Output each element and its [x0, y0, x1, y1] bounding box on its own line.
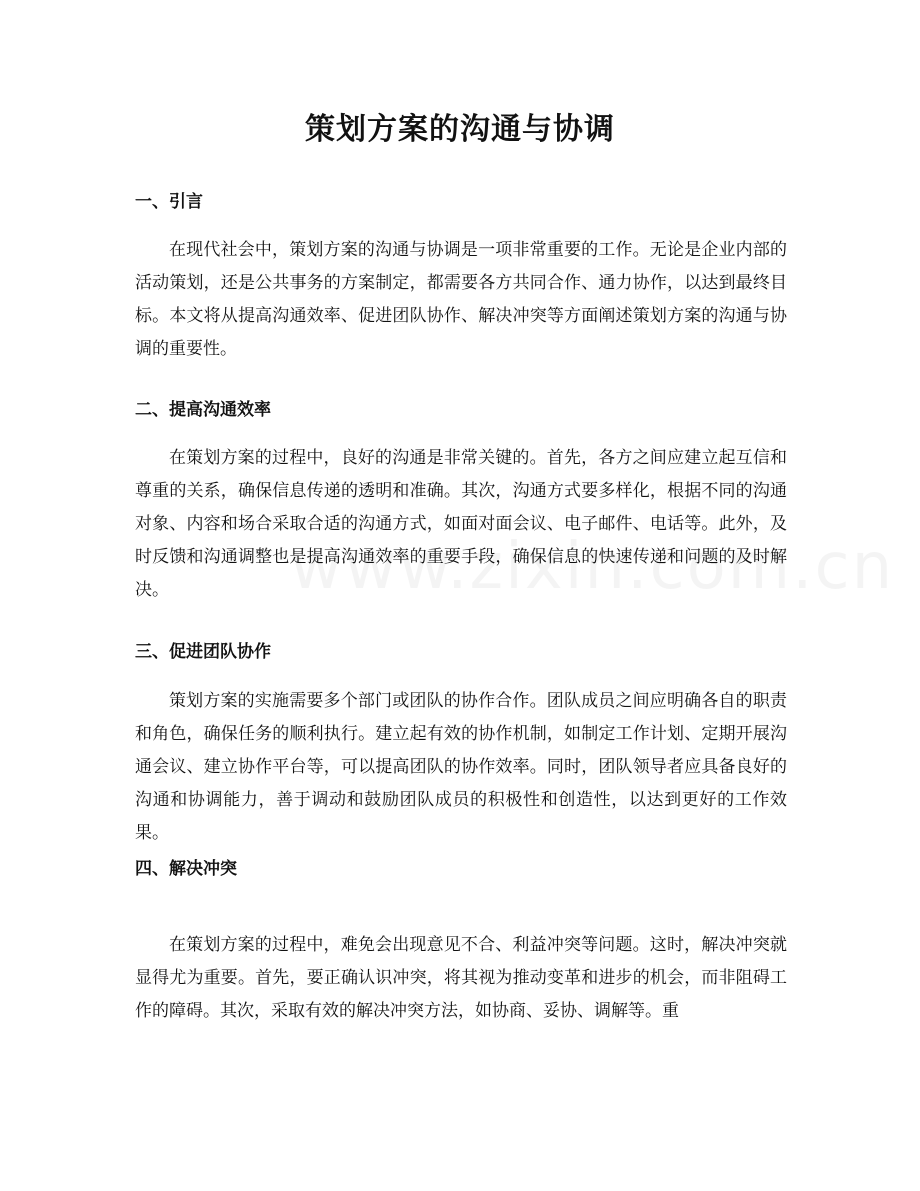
- section-paragraph-teamwork: 策划方案的实施需要多个部门或团队的协作合作。团队成员之间应明确各自的职责和角色，确保任务的顺利执行。建立起有效的协作机制，如制定工作计划、定期开展沟通会议、建立协作平台等，可以提高团队的协作效率。同时，团队领导者应具备良好的沟通和协调能力，善于调动和鼓励团队成员的积极性和创造性，以达到更好的工作效果。: [135, 691, 787, 843]
- section-heading-intro: 一、引言: [135, 192, 203, 212]
- section-heading-conflict: 四、解决冲突: [135, 859, 237, 879]
- page-title: 策划方案的沟通与协调: [305, 112, 615, 147]
- section-paragraph-communication: 在策划方案的过程中，良好的沟通是非常关键的。首先，各方之间应建立起互信和尊重的关系，确保信息传递的透明和准确。其次，沟通方式要多样化，根据不同的沟通对象、内容和场合采取合适的沟通方式，如面对面会议、电子邮件、电话等。此外，及时反馈和沟通调整也是提高沟通效率的重要手段，确保信息的快速传递和问题的及时解决。: [135, 448, 787, 600]
- section-paragraph-intro: 在现代社会中，策划方案的沟通与协调是一项非常重要的工作。无论是企业内部的活动策划，还是公共事务的方案制定，都需要各方共同合作、通力协作，以达到最终目标。本文将从提高沟通效率、促进团队协作、解决冲突等方面阐述策划方案的沟通与协调的重要性。: [135, 240, 787, 359]
- section-heading-teamwork: 三、促进团队协作: [135, 642, 271, 662]
- section-paragraph-conflict: 在策划方案的过程中，难免会出现意见不合、利益冲突等问题。这时，解决冲突就显得尤为重要。首先，要正确认识冲突，将其视为推动变革和进步的机会，而非阻碍工作的障碍。其次，采取有效的解决冲突方法，如协商、妥协、调解等。重: [135, 935, 787, 1021]
- section-heading-communication: 二、提高沟通效率: [135, 400, 271, 420]
